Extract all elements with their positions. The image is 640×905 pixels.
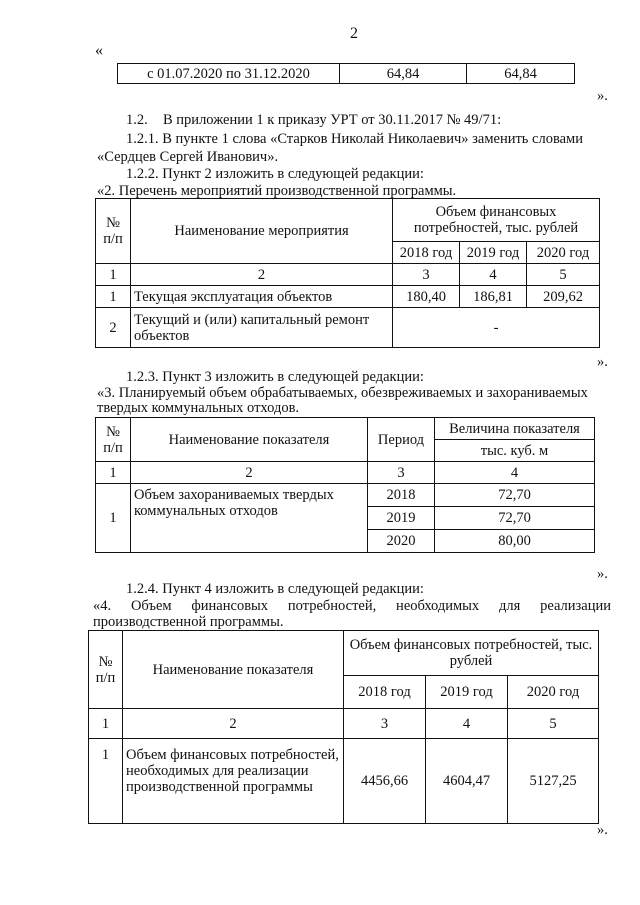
t2-row2-name: Текущий и (или) капитальный ремонт объектов: [131, 308, 393, 348]
t4-row-num: 1: [89, 739, 123, 824]
t3-row-name: Объем захораниваемых твердых коммунальных отходов: [131, 484, 368, 553]
t4-header-name: Наименование показателя: [123, 631, 344, 709]
t4-idx-5: 5: [508, 709, 599, 739]
t2-row1-v2019: 186,81: [460, 286, 527, 308]
close-quote-3: ».: [597, 566, 608, 582]
t2-year-2019: 2019 год: [460, 242, 527, 264]
table-row: [96, 286, 600, 308]
t4-row-v2020: 5127,25: [508, 739, 599, 824]
table-activities: [95, 198, 600, 348]
table-row: [89, 739, 599, 824]
item-1-2-4-line1: 1.2.4. Пункт 4 изложить в следующей редакции:: [126, 581, 424, 597]
top-table-value-2: 64,84: [467, 64, 575, 84]
t2-row1-v2018: 180,40: [393, 286, 460, 308]
t2-year-2018: 2018 год: [393, 242, 460, 264]
t2-idx-1: 1: [96, 264, 131, 286]
t2-header-num: № п/п: [96, 199, 131, 264]
t4-row-name: Объем финансовых потребностей, необходимых для реализации производственной программы: [123, 739, 344, 824]
top-table: [117, 63, 575, 84]
table-waste: [95, 417, 595, 553]
open-quote: «: [95, 42, 103, 59]
t3-idx-4: 4: [435, 462, 595, 484]
t4-year-2018: 2018 год: [344, 676, 426, 709]
t4-row-v2018: 4456,66: [344, 739, 426, 824]
t2-year-2020: 2020 год: [527, 242, 600, 264]
t3-idx-3: 3: [368, 462, 435, 484]
t3-header-name: Наименование показателя: [131, 418, 368, 462]
item-1-2-text: В приложении 1 к приказу УРТ от 30.11.2017 № 49/71:: [163, 112, 502, 128]
t2-header-name: Наименование мероприятия: [131, 199, 393, 264]
close-quote-4: ».: [597, 822, 608, 838]
t3-header-period: Период: [368, 418, 435, 462]
t4-header-num: № п/п: [89, 631, 123, 709]
t4-row-v2019: 4604,47: [426, 739, 508, 824]
item-1-2-1-line2: «Сердцев Сергей Иванович».: [97, 149, 279, 165]
t2-row1-num: 1: [96, 286, 131, 308]
item-1-2-number: 1.2.: [126, 112, 148, 128]
t2-row2-num: 2: [96, 308, 131, 348]
t3-period-2019: 2019: [368, 507, 435, 530]
t2-row2-merged: -: [393, 308, 600, 348]
t3-idx-1: 1: [96, 462, 131, 484]
item-1-2-1-line1: 1.2.1. В пункте 1 слова «Старков Николай Николаевич» заменить словами: [126, 131, 583, 147]
t4-idx-1: 1: [89, 709, 123, 739]
t2-idx-3: 3: [393, 264, 460, 286]
t4-idx-4: 4: [426, 709, 508, 739]
page-number: 2: [350, 25, 358, 42]
close-quote-2: ».: [597, 354, 608, 370]
table-finance: [88, 630, 599, 824]
close-quote-1: ».: [597, 88, 608, 104]
top-table-period: с 01.07.2020 по 31.12.2020: [118, 64, 340, 84]
t3-value-2020: 80,00: [435, 530, 595, 553]
t2-header-volume: Объем финансовых потребностей, тыс. рублей: [393, 199, 600, 242]
t4-year-2020: 2020 год: [508, 676, 599, 709]
t3-header-value: Величина показателя: [435, 418, 595, 440]
item-1-2-2-line1: 1.2.2. Пункт 2 изложить в следующей редакции:: [126, 166, 424, 182]
t2-row1-v2020: 209,62: [527, 286, 600, 308]
top-table-value-1: 64,84: [340, 64, 467, 84]
item-1-2-4-line2: «4. Объем финансовых потребностей, необходимых для реализации: [93, 598, 611, 614]
t4-year-2019: 2019 год: [426, 676, 508, 709]
t2-row1-name: Текущая эксплуатация объектов: [131, 286, 393, 308]
item-1-2-2-line2: «2. Перечень мероприятий производственной программы.: [97, 183, 457, 199]
t4-header-volume: Объем финансовых потребностей, тыс. рублей: [344, 631, 599, 676]
item-1-2-3-line1: 1.2.3. Пункт 3 изложить в следующей редакции:: [126, 369, 424, 385]
t3-value-2019: 72,70: [435, 507, 595, 530]
table-row: [96, 484, 595, 507]
t2-idx-5: 5: [527, 264, 600, 286]
t3-row-num: 1: [96, 484, 131, 553]
t3-value-2018: 72,70: [435, 484, 595, 507]
item-1-2-3-line2: «3. Планируемый объем обрабатываемых, обезвреживаемых и захораниваемых: [97, 385, 588, 401]
item-1-2-3-line3: твердых коммунальных отходов.: [97, 400, 300, 416]
t2-idx-4: 4: [460, 264, 527, 286]
item-1-2-4-line3: производственной программы.: [93, 614, 284, 630]
t3-period-2018: 2018: [368, 484, 435, 507]
t4-idx-3: 3: [344, 709, 426, 739]
t4-idx-2: 2: [123, 709, 344, 739]
t3-header-num: № п/п: [96, 418, 131, 462]
t3-idx-2: 2: [131, 462, 368, 484]
t2-idx-2: 2: [131, 264, 393, 286]
table-row: [96, 308, 600, 348]
t3-period-2020: 2020: [368, 530, 435, 553]
t3-header-unit: тыс. куб. м: [435, 440, 595, 462]
